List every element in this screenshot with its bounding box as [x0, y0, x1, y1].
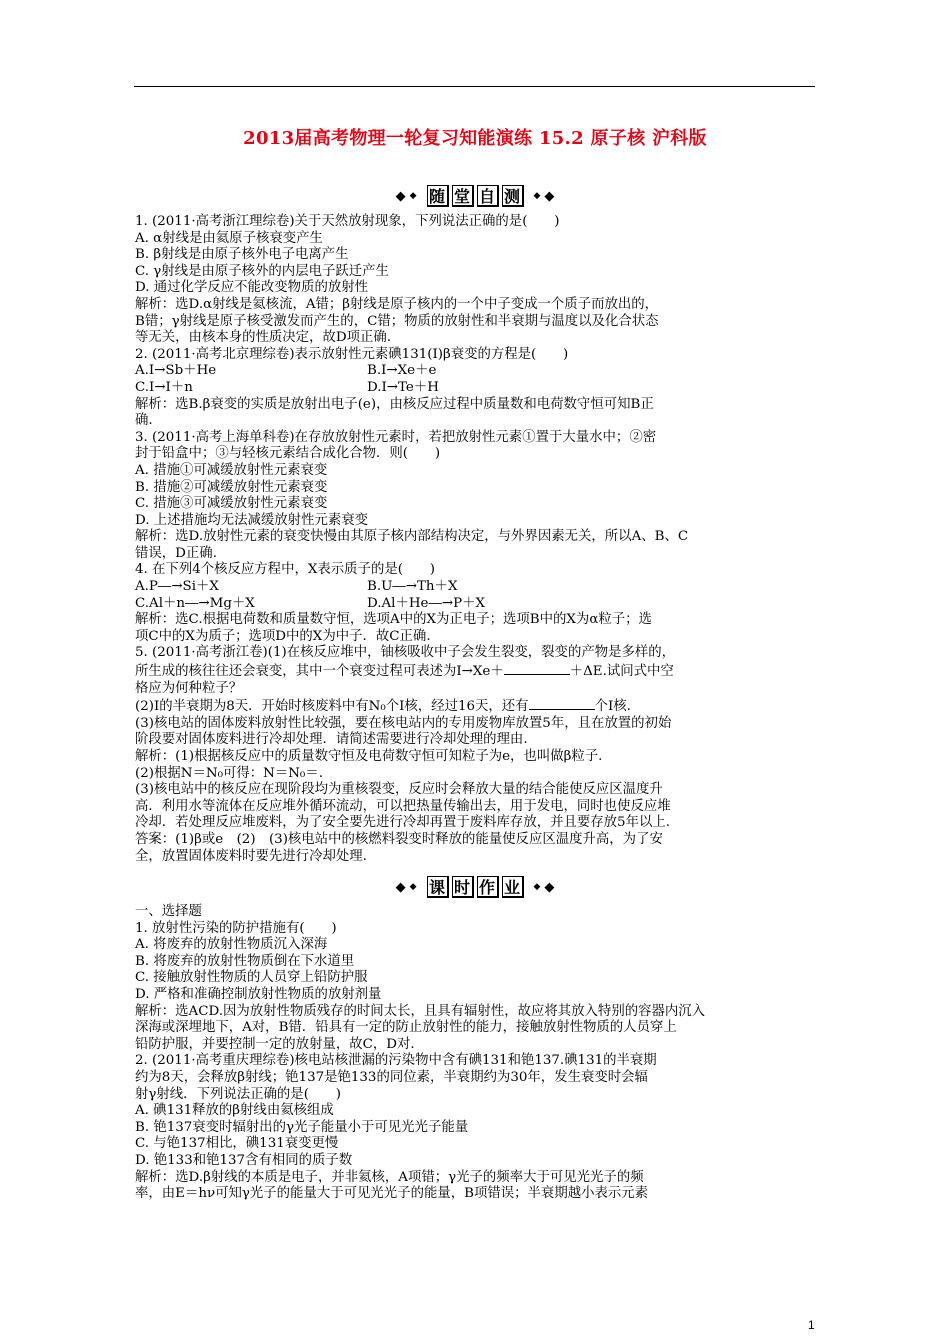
diamond-icon: ◆	[409, 881, 417, 892]
text-line: 约为8天，会释放β射线；铯137是铯133的同位素，半衰期约为30年，发生衰变时会辐	[135, 1069, 648, 1085]
diamond-icon: ◆	[533, 881, 541, 892]
text-line: 解析：选C.根据电荷数和质量数守恒，选项A中的X为正电子；选项B中的X为α粒子；选	[135, 612, 652, 628]
text-line: (2)根据N＝N₀可得：N＝N₀＝.	[135, 765, 323, 781]
text-line: B. 将废弃的放射性物质倒在下水道里	[135, 953, 355, 969]
practice-section-body	[135, 214, 820, 865]
diamond-icon: ◆	[544, 188, 555, 204]
option: B.U―→Th＋X	[367, 579, 458, 595]
diamond-icon: ◆	[409, 190, 417, 201]
text-line: A. 措施①可减缓放射性元素衰变	[135, 462, 328, 478]
text-line: 阶段要对固体废料进行冷却处理．请简述需要进行冷却处理的理由.	[135, 732, 528, 748]
text-fragment: ＋ΔE.试问式中空	[569, 664, 674, 680]
text-line: 深海或深埋地下，A对，B错．铅具有一定的防止放射性的能力，接触放射性物质的人员穿上	[135, 1020, 677, 1036]
option-row	[135, 363, 820, 380]
diamond-icon: ◆	[544, 879, 555, 895]
text-line: 等无关，由核本身的性质决定，故D项正确.	[135, 330, 392, 346]
text-line: 一、选择题	[135, 904, 202, 919]
text-line: 1. (2011·高考浙江理综卷)关于天然放射现象，下列说法正确的是( )	[135, 214, 560, 229]
answer-blank	[504, 662, 570, 675]
text-line: (3)核电站的固体废料放射性比较强，要在核电站内的专用废物库放置5年，且在放置的初始	[135, 715, 672, 731]
text-line: A. 将废弃的放射性物质沉入深海	[135, 937, 328, 953]
text-line: D. 铯133和铯137含有相同的质子数	[135, 1152, 353, 1168]
text-line: D. 严格和准确控制放射性物质的放射剂量	[135, 986, 382, 1002]
text-line: A. α射线是由氦原子核衰变产生	[135, 230, 323, 246]
option: A.P―→Si＋X	[135, 579, 219, 595]
text-line: 5. (2011·高考浙江卷)(1)在核反应堆中，铀核吸收中子会发生裂变，裂变的产物是多样的，	[135, 645, 676, 661]
text-line: 3. (2011·高考上海单科卷)在存放放射性元素时，若把放射性元素①置于大量水中；②密	[135, 429, 657, 445]
section-char: 堂	[452, 185, 474, 207]
text-line: 项C中的X为质子；选项D中的X为中子．故C正确.	[135, 628, 431, 644]
text-line: 1. 放射性污染的防护措施有( )	[135, 920, 337, 936]
text-line: 2. (2011·高考北京理综卷)表示放射性元素碘131(I)β衰变的方程是( )	[135, 346, 569, 362]
text-line: 解析：选ACD.因为放射性物质残存的时间太长，且具有辐射性，故应将其放入特别的容器内沉入	[135, 1003, 706, 1019]
section-char: 时	[452, 876, 474, 898]
homework-section-body	[135, 904, 820, 1203]
text-line: A. 碘131释放的β射线由氦核组成	[135, 1103, 334, 1119]
section-char: 作	[477, 876, 499, 898]
text-line: 解析：(1)根据核反应中的质量数守恒及电荷数守恒可知粒子为e，也叫做β粒子.	[135, 749, 603, 764]
text-fragment: (2)I的半衰期为8天．开始时核废料中有N₀个I核，经过16天，还有	[135, 699, 529, 715]
text-fragment: 个I核.	[594, 699, 631, 715]
text-line: 铅防护服，并要控制一定的放射量，故C，D对.	[135, 1036, 415, 1052]
text-line	[135, 662, 820, 681]
section-char: 自	[477, 185, 499, 207]
section-title	[427, 185, 524, 207]
option: C.Al＋n―→Mg＋X	[135, 595, 255, 611]
text-line: 解析：选D.α射线是氦核流，A错；β射线是原子核内的一个中子变成一个质子而放出的，	[135, 296, 659, 312]
text-line: D. 通过化学反应不能改变物质的放射性	[135, 280, 369, 296]
option: B.I→Xe＋e	[367, 363, 437, 379]
section-banner-homework	[0, 876, 950, 898]
text-line: 解析：选D.放射性元素的衰变快慢由其原子核内部结构决定，与外界因素无关，所以A、B、C	[135, 529, 689, 545]
text-fragment: 所生成的核往往还会衰变，其中一个衰变过程可表述为I→Xe＋	[135, 664, 504, 680]
text-line: 解析：选B.β衰变的实质是放射出电子(e)，由核反应过程中质量数和电荷数守恒可知B正	[135, 396, 654, 412]
section-char: 课	[427, 876, 449, 898]
header-rule	[134, 86, 815, 87]
answer-blank	[529, 697, 595, 710]
text-line: C. 与铯137相比，碘131衰变更慢	[135, 1136, 339, 1152]
option: D.I→Te＋H	[367, 379, 439, 395]
diamond-icon: ◆	[395, 188, 406, 204]
section-char: 随	[427, 185, 449, 207]
text-line: 高．利用水等流体在反应堆外循环流动，可以把热量传输出去，用于发电，同时也使反应堆	[135, 798, 671, 814]
text-line: 封于铅盒中；③与轻核元素结合成化合物．则( )	[135, 446, 441, 462]
text-line: C. 措施③可减缓放射性元素衰变	[135, 496, 328, 512]
section-title	[427, 876, 524, 898]
section-char: 业	[502, 876, 524, 898]
text-line: B. β射线是由原子核外电子电离产生	[135, 247, 349, 263]
text-line: 全，放置固体废料时要先进行冷却处理.	[135, 848, 367, 864]
text-line: C. γ射线是由原子核外的内层电子跃迁产生	[135, 263, 389, 279]
text-line: D. 上述措施均无法减缓放射性元素衰变	[135, 512, 369, 528]
page-number: 1	[808, 1318, 815, 1332]
text-line: 确.	[135, 413, 153, 429]
document-title: 2013届高考物理一轮复习知能演练 15.2 原子核 沪科版	[243, 128, 707, 149]
option-row	[135, 596, 820, 613]
text-line: 4. 在下列4个核反应方程中，X表示质子的是( )	[135, 562, 435, 578]
section-char: 测	[502, 185, 524, 207]
text-line: C. 接触放射性物质的人员穿上铅防护服	[135, 970, 368, 986]
text-line: 错误，D正确.	[135, 545, 217, 561]
text-line: B错；γ射线是原子核受激发而产生的，C错；物质的放射性和半衰期与温度以及化合状态	[135, 313, 659, 329]
diamond-icon: ◆	[395, 879, 406, 895]
text-line: B. 铯137衰变时辐射出的γ光子能量小于可见光光子能量	[135, 1119, 469, 1135]
section-banner-practice	[0, 185, 950, 207]
option-row	[135, 579, 820, 596]
text-line: 解析：选D.β射线的本质是电子，并非氦核，A项错；γ光子的频率大于可见光光子的频	[135, 1169, 644, 1185]
text-line: 答案：(1)β或e (2) (3)核电站中的核燃料裂变时释放的能量使反应区温度升高，为了安	[135, 831, 663, 847]
text-line: B. 措施②可减缓放射性元素衰变	[135, 479, 328, 495]
option-row	[135, 380, 820, 397]
option: A.I→Sb＋He	[135, 363, 217, 379]
option: C.I→I＋n	[135, 379, 193, 395]
text-line: 冷却．若处理反应堆废料，为了安全要先进行冷却再置于废料库存放，并且要存放5年以上.	[135, 815, 671, 831]
text-line: 率，由E＝hν可知γ光子的能量大于可见光光子的能量，B项错误；半衰期越小表示元素	[135, 1186, 649, 1202]
option: D.Al＋He―→P＋X	[367, 595, 486, 611]
diamond-icon: ◆	[533, 190, 541, 201]
text-line: 射γ射线．下列说法正确的是( )	[135, 1086, 341, 1102]
text-line: (3)核电站中的核反应在现阶段均为重核裂变，反应时会释放大量的结合能使反应区温度升	[135, 782, 663, 798]
text-line: 2. (2011·高考重庆理综卷)核电站核泄漏的污染物中含有碘131和铯137.碘131的半衰期	[135, 1053, 657, 1069]
text-line: 格应为何种粒子？	[135, 680, 243, 696]
text-line	[135, 697, 820, 716]
